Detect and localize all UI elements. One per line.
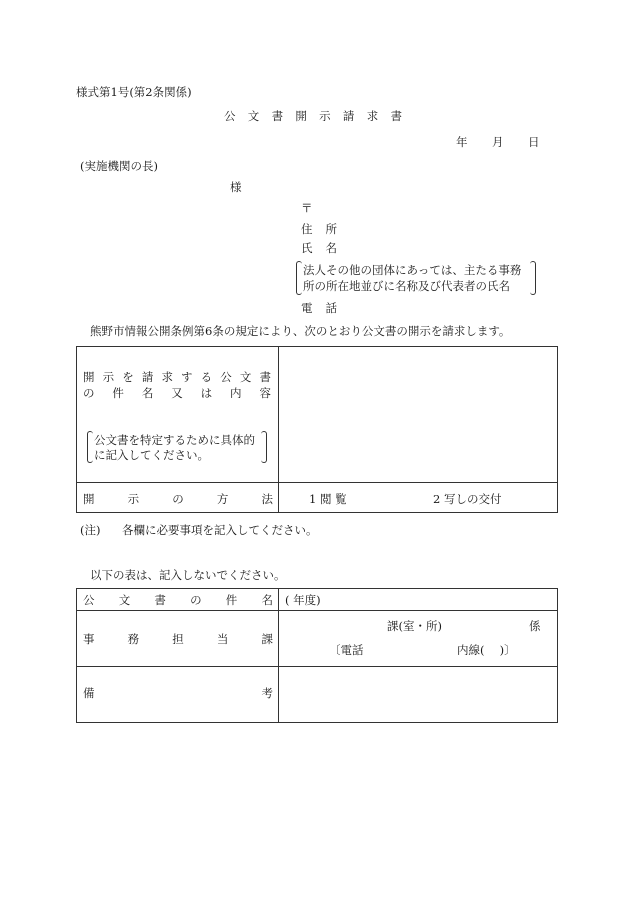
addressee-org: (実施機関の長): [80, 159, 158, 173]
doc-note-line2: に記入してください。: [94, 448, 209, 462]
method-label-char: の: [172, 492, 184, 506]
method-label-char: 法: [261, 492, 273, 506]
title-char: 書: [390, 109, 402, 123]
remarks-label-char: 考: [261, 686, 273, 700]
address-label: [301, 221, 337, 237]
staff-label-char: 務: [127, 632, 140, 646]
office-use-intro: 以下の表は、記入しないでください。: [90, 568, 286, 582]
note-text: 各欄に必要事項を記入してください。: [122, 523, 318, 537]
method-option-copy[interactable]: 2 写しの交付: [433, 492, 502, 506]
title-char: 開: [295, 109, 307, 123]
doc-label-cell: [77, 347, 279, 483]
doc-label-char: 又: [171, 386, 183, 400]
doc-label-char: す: [181, 370, 193, 384]
section-text: 係: [529, 619, 541, 633]
doc-label-char: の: [83, 386, 95, 400]
address-label-char: 所: [325, 222, 337, 236]
doc-label-char: 内: [230, 386, 242, 400]
name-label-char: 氏: [301, 241, 313, 255]
note-prefix: (注): [80, 523, 101, 537]
corp-note-line1: 法人その他の団体にあっては、主たる事務: [303, 263, 522, 277]
docname-label-char: 文: [118, 593, 131, 607]
remarks-label-char: 備: [83, 686, 95, 700]
remarks-label: [83, 685, 273, 701]
date-month-label: 月: [492, 135, 504, 149]
request-table: [76, 346, 558, 513]
doc-label-char: は: [200, 386, 213, 400]
method-label: [83, 491, 273, 507]
method-label-cell: [77, 483, 279, 513]
corp-note-bracket-right: [530, 261, 536, 295]
doc-entry-cell[interactable]: [279, 347, 558, 483]
title-char: 書: [271, 109, 284, 123]
doc-label-char: る: [200, 370, 213, 384]
docname-label-char: 公: [83, 593, 95, 607]
doc-label-char: を: [122, 370, 134, 384]
corp-note-line2: 所の所在地並びに名称及び代表者の氏名: [303, 279, 510, 293]
doc-label-char: 請: [141, 370, 154, 384]
doc-label-char: 名: [141, 386, 154, 400]
staff-label-char: 当: [216, 632, 229, 646]
docname-value-cell: [279, 589, 558, 611]
method-option-view[interactable]: 1 閲 覧: [309, 492, 347, 506]
dept-text: 課(室・所): [387, 619, 442, 633]
doc-label-char: 求: [161, 370, 173, 384]
name-label: [301, 240, 337, 256]
addressee-honorific: 様: [230, 180, 242, 194]
doc-label-char: 容: [259, 386, 271, 400]
office-table: [76, 588, 558, 723]
title-char: 示: [319, 109, 331, 123]
doc-label-line2: [83, 385, 271, 401]
title-char: 公: [224, 109, 236, 123]
page-title: [224, 108, 402, 124]
remarks-label-cell: [77, 667, 279, 723]
doc-label-char: 文: [239, 370, 252, 384]
staff-phone-text: 〔電話: [329, 643, 364, 657]
doc-label-char: 件: [112, 386, 124, 400]
name-label-char: 名: [325, 241, 337, 255]
fiscal-year-text: ( 年度): [285, 593, 321, 607]
title-char: 文: [247, 109, 260, 123]
remarks-value-cell: [279, 667, 558, 723]
staff-value-cell: [279, 611, 558, 667]
phone-label-char: 電: [301, 301, 313, 315]
docname-label: [83, 592, 273, 608]
phone-label: [301, 300, 337, 316]
doc-note-line1: 公文書を特定するために具体的: [94, 433, 255, 447]
postal-mark: 〒: [301, 201, 313, 215]
method-label-char: 方: [216, 492, 229, 506]
doc-label-char: 公: [220, 370, 232, 384]
phone-label-char: 話: [325, 301, 337, 315]
method-label-char: 開: [83, 492, 95, 506]
staff-label: [83, 631, 273, 647]
doc-label-char: 書: [259, 370, 271, 384]
staff-label-char: 事: [83, 632, 95, 646]
doc-note-bracket-left: [87, 431, 93, 463]
address-label-char: 住: [301, 222, 313, 236]
title-char: 請: [342, 109, 355, 123]
staff-extension-text: 内線( )〕: [457, 643, 516, 657]
doc-label-char: 開: [83, 370, 95, 384]
staff-label-char: 担: [172, 632, 184, 646]
intro-sentence: 熊野市情報公開条例第6条の規定により、次のとおり公文書の開示を請求します。: [90, 324, 511, 338]
date-day-label: 日: [528, 135, 540, 149]
docname-label-char: 名: [261, 593, 273, 607]
staff-label-cell: [77, 611, 279, 667]
docname-label-char: 件: [225, 593, 238, 607]
doc-label-char: 示: [102, 370, 115, 384]
staff-label-char: 課: [261, 632, 273, 646]
date-year-label: 年: [456, 135, 468, 149]
corp-note-bracket-left: [296, 261, 302, 295]
method-options-cell: [279, 483, 558, 513]
title-char: 求: [366, 109, 379, 123]
docname-label-cell: [77, 589, 279, 611]
docname-label-char: 書: [154, 593, 166, 607]
docname-label-char: の: [190, 593, 202, 607]
doc-note-bracket-right: [261, 431, 267, 463]
doc-label-line1: [83, 369, 271, 385]
form-number: 様式第1号(第2条関係): [76, 85, 192, 99]
method-label-char: 示: [127, 492, 140, 506]
